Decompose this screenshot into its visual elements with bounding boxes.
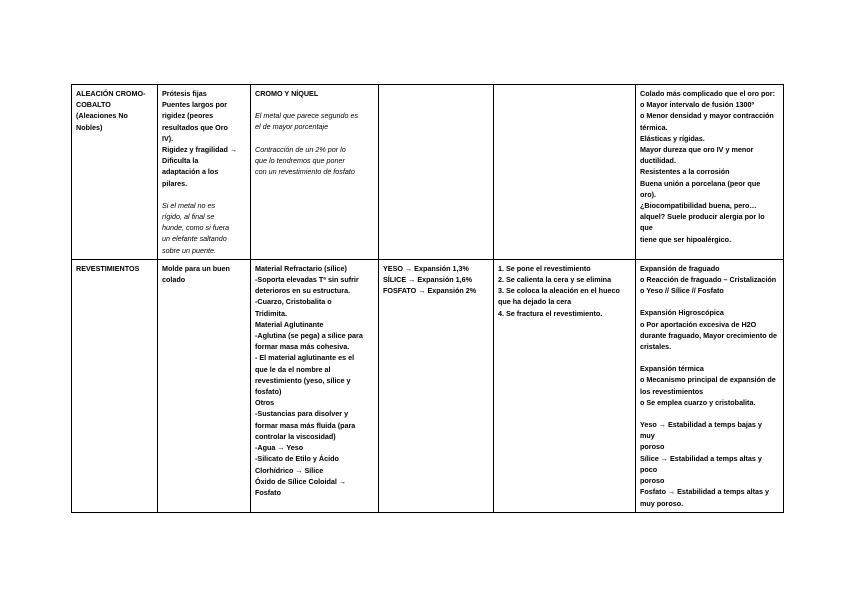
text-line: Yeso → Estabilidad a temps bajas y muy — [640, 420, 764, 441]
text-line: -Agua → Yeso — [255, 443, 304, 453]
text-line: Puentes largos por — [162, 100, 228, 110]
text-block — [162, 263, 245, 285]
text-line: colado — [162, 275, 186, 285]
cell-expansion-types — [636, 259, 784, 512]
text-line: 2. Se calienta la cera y se elimina — [498, 275, 612, 285]
cell-uses — [158, 85, 251, 260]
text-line: térmica. — [640, 122, 668, 132]
text-block — [640, 307, 778, 352]
text-line: o Menor densidad y mayor contracción — [640, 111, 774, 121]
text-line: el de mayor porcentaje — [255, 122, 329, 132]
text-line: SÍLICE → Expansión 1,6% — [383, 275, 473, 285]
text-line: ductilidad. — [640, 156, 676, 166]
text-block — [640, 263, 778, 297]
text-line: Colado más complicado que el oro por: — [640, 89, 775, 98]
text-line: Expansión de fraguado — [640, 263, 720, 273]
text-line: Expansión térmica — [640, 364, 704, 374]
text-line: Si el metal no es — [162, 200, 216, 210]
text-block — [498, 263, 630, 319]
text-line: Rigidez y fragilidad → — [162, 145, 238, 155]
table-row-aleacion — [72, 85, 784, 260]
text-line: -Aglutina (se pega) a sílice para — [255, 331, 363, 341]
text-line: tiene que ser hipoalérgico. — [640, 234, 732, 244]
text-block — [255, 263, 373, 498]
text-line: - El material aglutinante es el — [255, 353, 355, 363]
text-line: Fosfato — [255, 487, 281, 497]
text-line: revestimiento (yeso, sílice y — [255, 375, 351, 385]
text-line: Contracción de un 2% por lo — [255, 144, 346, 154]
text-line: Buena unión a porcelana (peor que oro). — [640, 178, 763, 199]
text-line: hunde, como si fuera — [162, 223, 230, 233]
text-line: pilares. — [162, 178, 188, 188]
text-line: Prótesis fijas — [162, 89, 207, 98]
text-line: o Mecanismo principal de expansión de — [640, 375, 776, 385]
text-line: que ha dejado la cera — [498, 297, 572, 307]
text-line: o Se emplea cuarzo y cristobalita. — [640, 397, 756, 407]
text-line: Mayor dureza que oro IV y menor — [640, 145, 754, 155]
text-line: COBALTO — [76, 100, 111, 110]
text-line: durante fraguado, Mayor crecimiento de — [640, 330, 777, 340]
text-block — [255, 144, 373, 178]
text-block — [255, 110, 373, 132]
text-line: resultados que Oro — [162, 122, 228, 132]
text-line: Molde para un buen — [162, 263, 230, 273]
text-line: Clorhídrico → Sílice — [255, 465, 324, 475]
text-line: sobre un puente. — [162, 245, 216, 255]
text-line: rigidez (peores — [162, 111, 214, 121]
cell-title — [72, 85, 158, 260]
text-line: con un revestimiento de fosfato — [255, 167, 355, 177]
text-line: o Mayor intervalo de fusión 1300º — [640, 100, 755, 110]
text-line: 1. Se pone el revestimiento — [498, 263, 591, 273]
text-line: muy poroso. — [640, 498, 684, 508]
text-line: -Cuarzo, Cristobalita o — [255, 297, 332, 307]
text-line: -Soporta elevadas Tª sin sufrir — [255, 275, 359, 285]
text-line: o Reacción de fraguado – Cristalización — [640, 275, 777, 285]
notes-table — [71, 84, 784, 513]
text-line: -Silicato de Etilo y Ácido — [255, 454, 339, 464]
text-line: Material Refractario (sílice) — [255, 263, 347, 273]
table-row-revestimientos — [72, 259, 784, 512]
text-line: un elefante saltando — [162, 234, 227, 244]
text-line: Elásticas y rígidas. — [640, 133, 705, 143]
text-block — [76, 88, 152, 133]
text-line: cristales. — [640, 342, 672, 352]
text-line: deterioros en su estructura. — [255, 286, 351, 296]
text-block — [162, 88, 245, 189]
text-line: Óxido de Sílice Coloidal → — [255, 476, 347, 486]
text-line: IV). — [162, 133, 174, 143]
composition-title: CROMO Y NÍQUEL — [255, 89, 319, 98]
text-line: alquel? Suele producir alergia por lo que — [640, 212, 767, 233]
text-line: ALEACIÓN CROMO- — [76, 89, 146, 98]
text-line: adaptación a los — [162, 167, 219, 177]
text-line: Resistentes a la corrosión — [640, 167, 730, 177]
text-block — [76, 263, 152, 274]
text-line: Material Aglutinante — [255, 319, 324, 329]
cell-composition — [251, 259, 379, 512]
cell-composition — [251, 85, 379, 260]
text-line: formar masa más fluida (para — [255, 420, 356, 430]
text-line: -Sustancias para disolver y — [255, 409, 349, 419]
text-line: YESO → Expansión 1,3% — [383, 263, 469, 273]
text-line: los revestimientos — [640, 386, 704, 396]
text-line: rígido, al final se — [162, 212, 215, 222]
text-line: controlar la viscosidad) — [255, 431, 336, 441]
text-line: Expansión Higroscópica — [640, 308, 724, 318]
text-line: Otros — [255, 398, 275, 408]
text-block — [640, 88, 778, 245]
text-line: Nobles) — [76, 122, 103, 132]
text-line: Tridimita. — [255, 308, 287, 318]
text-line: Dificulta la — [162, 156, 199, 166]
text-line: REVESTIMIENTOS — [76, 263, 140, 273]
text-line: El metal que parece segundo es — [255, 111, 359, 121]
text-line: FOSFATO → Expansión 2% — [383, 286, 477, 296]
text-line: o Por aportación excesiva de H2O — [640, 319, 757, 329]
cell-steps — [494, 259, 636, 512]
cell-empty-5 — [494, 85, 636, 260]
text-line: que lo tendremos que poner — [255, 155, 345, 165]
text-line: fosfato) — [255, 387, 282, 397]
text-line: Sílice → Estabilidad a temps altas y poco — [640, 453, 764, 474]
text-line: 3. Se coloca la aleación en el hueco — [498, 286, 620, 296]
text-line: poroso — [640, 442, 665, 452]
text-line: Fosfato → Estabilidad a temps altas y — [640, 487, 770, 497]
text-block — [640, 363, 778, 408]
text-line: formar masa más cohesiva. — [255, 342, 350, 352]
text-block — [383, 263, 488, 297]
cell-title — [72, 259, 158, 512]
cell-expansion — [379, 259, 494, 512]
text-line: (Aleaciones No — [76, 111, 128, 121]
text-line: o Yeso // Sílice // Fosfato — [640, 286, 724, 296]
text-block — [640, 419, 778, 509]
text-line: que le da el nombre al — [255, 364, 331, 374]
cell-empty-4 — [379, 85, 494, 260]
text-line: poroso — [640, 476, 665, 486]
cell-properties — [636, 85, 784, 260]
text-block — [162, 200, 245, 256]
text-line: 4. Se fractura el revestimiento. — [498, 308, 603, 318]
cell-uses — [158, 259, 251, 512]
text-line: ¿Biocompatibilidad buena, pero… — [640, 201, 757, 211]
